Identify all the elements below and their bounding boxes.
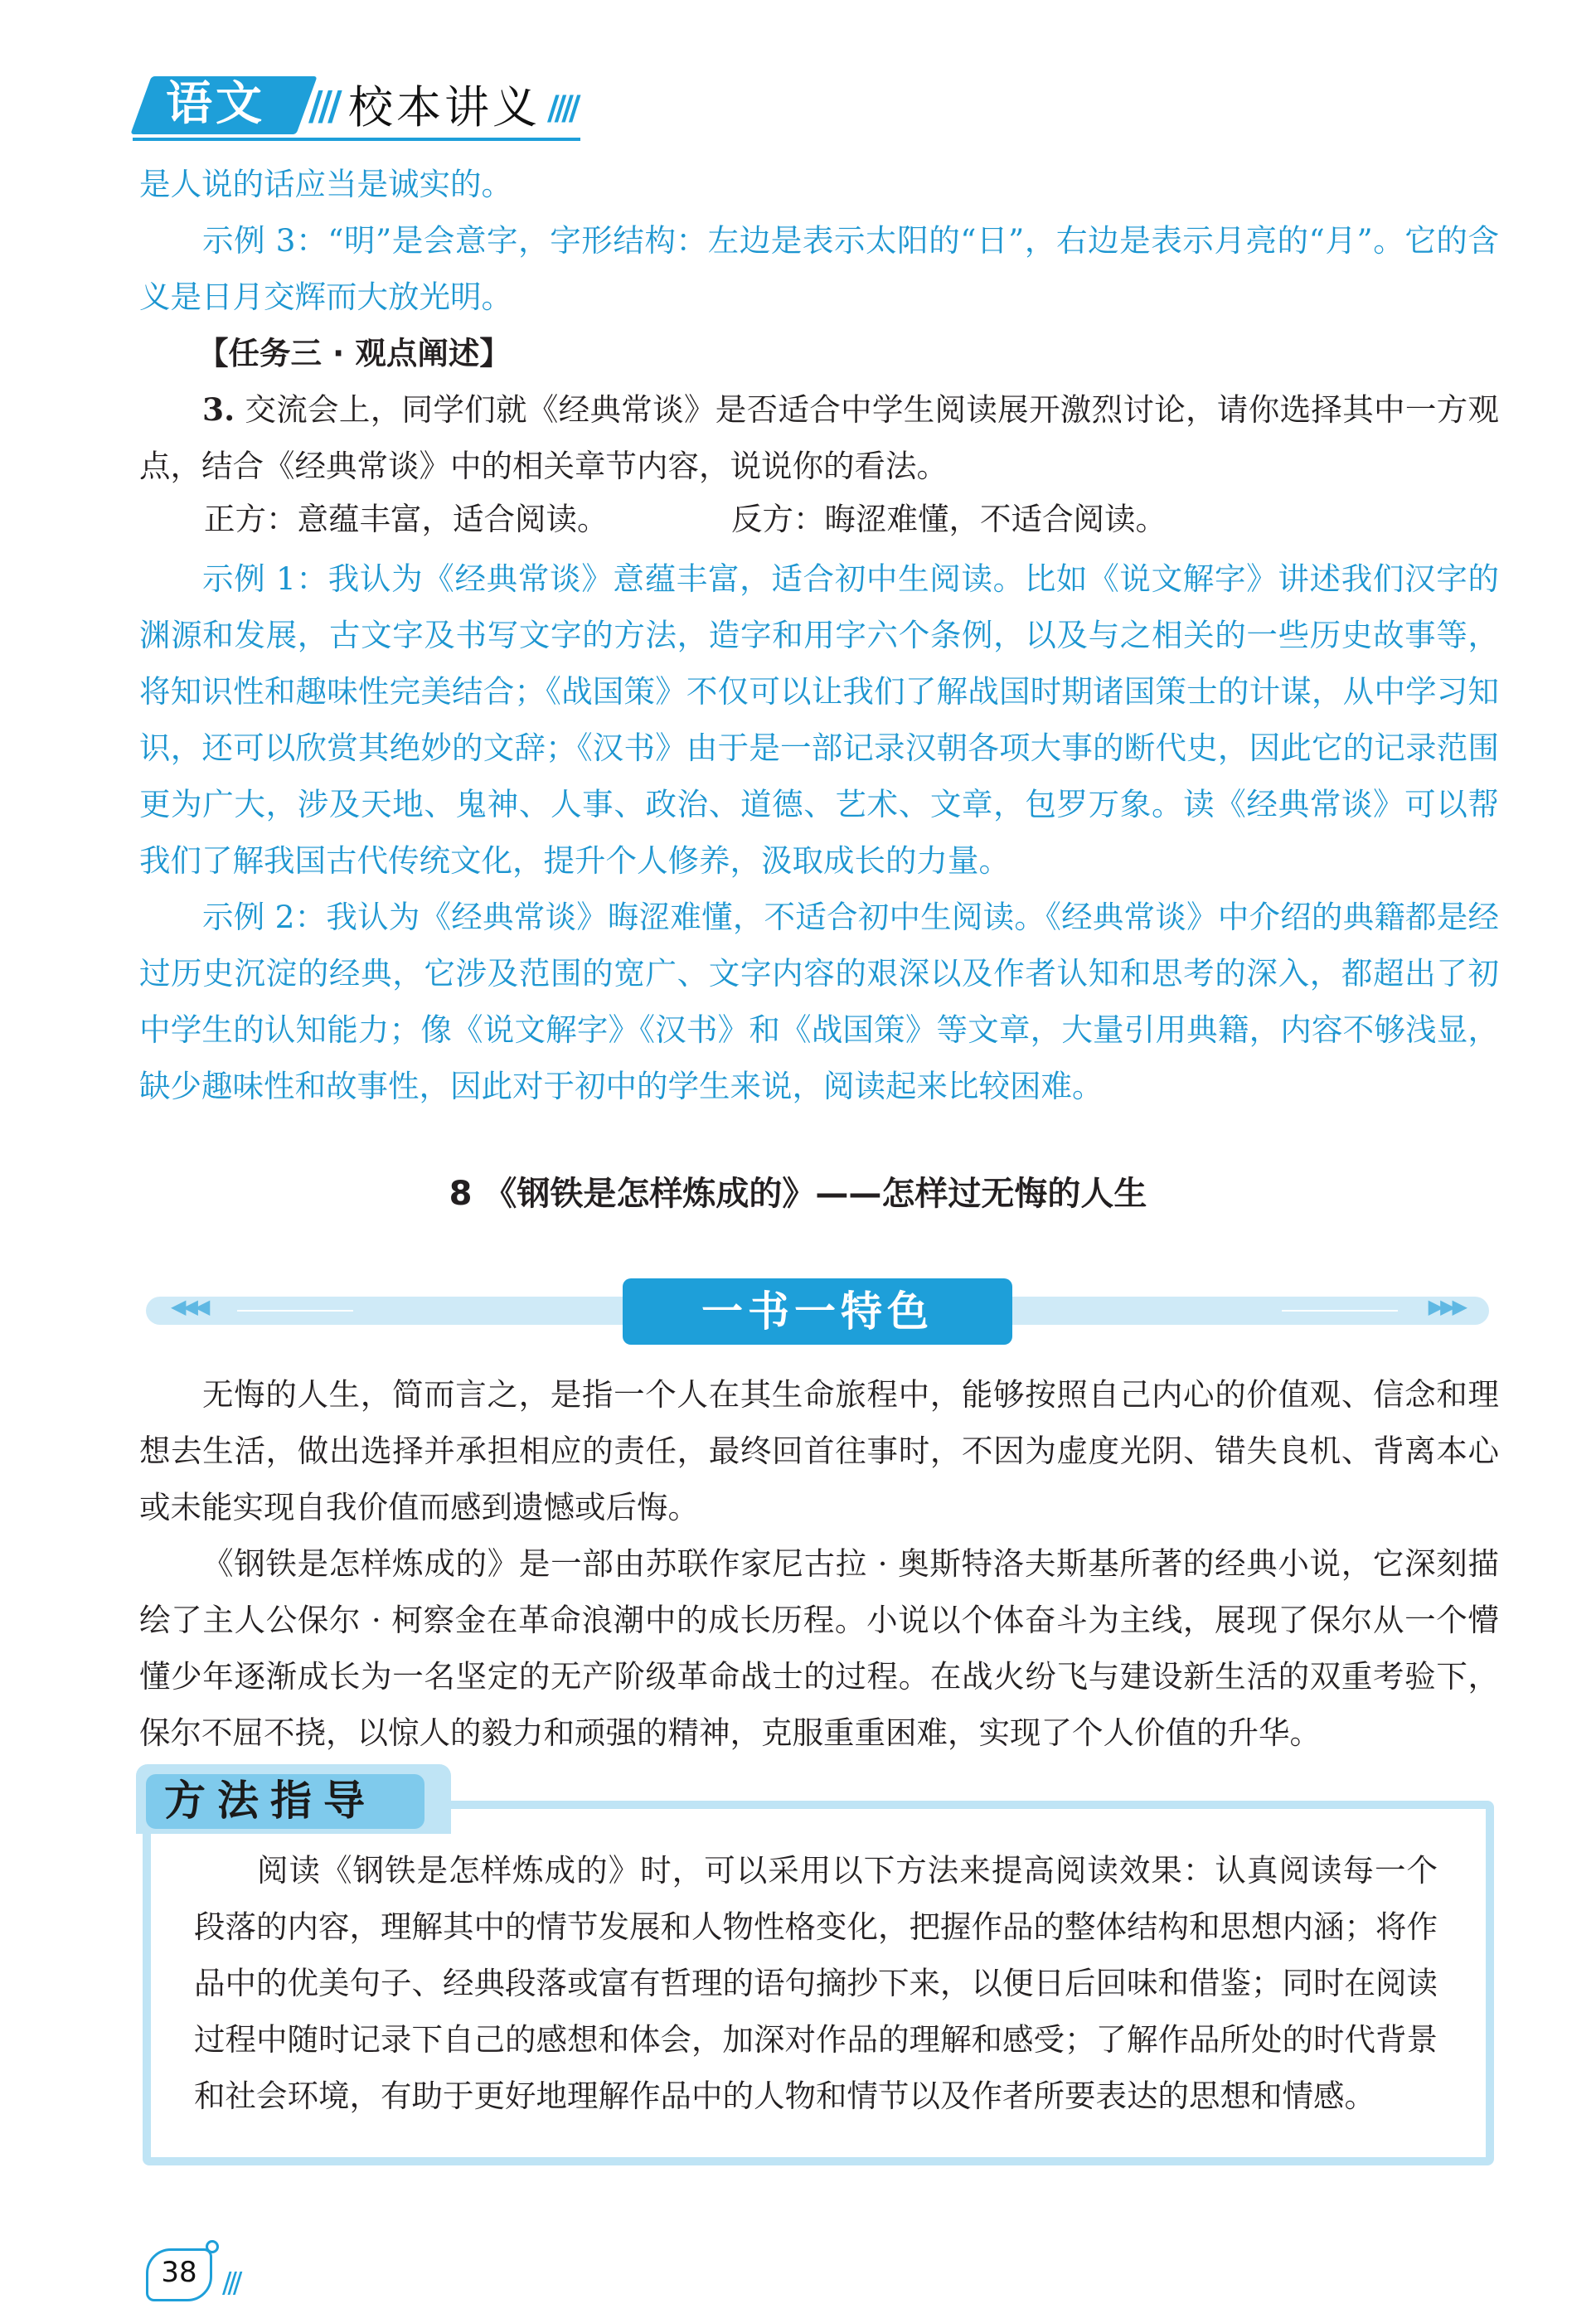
section-title: 8 《钢铁是怎样炼成的》——怎样过无悔的人生 xyxy=(449,1175,1147,1213)
intro-paragraph-2: 《钢铁是怎样炼成的》是一部由苏联作家尼古拉 · 奥斯特洛夫斯基所著的经典小说，它深刻描绘了主人公保尔 · 柯察金在革命浪潮中的成长历程。小说以个体奋斗为主线，展现了保尔从一个懵懂少年逐渐成长为一名坚定的无产阶级革命战士的过程。在战火纷飞与建设新生活的双重考验下，保尔不屈不挠，以惊人的毅力和顽强的精神，克服重重困难，实现了个人价值的升华。 xyxy=(139,1545,1499,1751)
question-number: 3. xyxy=(202,391,235,428)
banner-divider xyxy=(237,1310,353,1312)
left-arrows-icon: ◀◀◀ xyxy=(171,1295,207,1318)
method-text: 阅读《钢铁是怎样炼成的》时，可以采用以下方法来提高阅读效果：认真阅读每一个段落的内容，理解其中的情节发展和人物性格变化，把握作品的整体结构和思想内涵；将作品中的优美句子、经典段落或富有哲理的语句摘抄下来，以便日后回味和借鉴；同时在阅读过程中随时记录下自己的感想和体会，加深对作品的理解和感受；了解作品所处的时代背景和社会环境，有助于更好地理解作品中的人物和情节以及作者所要表达的思想和情感。 xyxy=(194,1852,1438,2114)
decorative-slashes-icon: //// xyxy=(547,90,576,128)
intro-paragraph-1: 无悔的人生，简而言之，是指一个人在其生命旅程中，能够按照自己内心的价值观、信念和理想去生活，做出选择并承担相应的责任，最终回首往事时，不因为虚度光阴、错失良机、背离本心或未能实现自我价值而感到遗憾或后悔。 xyxy=(139,1376,1499,1525)
continued-answer-line: 是人说的话应当是诚实的。 xyxy=(139,166,512,202)
pro-side: 正方：意蕴丰富，适合阅读。 xyxy=(204,501,609,537)
header-rule xyxy=(133,138,580,141)
example-1-answer: 示例 1：我认为《经典常谈》意蕴丰富，适合初中生阅读。比如《说文解字》讲述我们汉字的渊源和发展，古文字及书写文字的方法，造字和用字六个条例，以及与之相关的一些历史故事等，将知识性和趣味性完美结合；《战国策》不仅可以让我们了解战国时期诸国策士的计谋，从中学习知识，还可以欣赏其绝妙的文辞；《汉书》由于是一部记录汉朝各项大事的断代史，因此它的记录范围更为广大，涉及天地、鬼神、人事、政治、道德、艺术、文章，包罗万象。读《经典常谈》可以帮我们了解我国古代传统文化，提升个人修养，汲取成长的力量。 xyxy=(139,560,1499,879)
right-arrows-icon: ▶▶▶ xyxy=(1428,1295,1464,1318)
question-3 xyxy=(139,381,1499,494)
page-header xyxy=(133,71,597,146)
page-number: 38 xyxy=(161,2256,197,2289)
decorative-slashes-icon: /// xyxy=(308,83,337,129)
con-side: 反方：晦涩难懂，不适合阅读。 xyxy=(731,501,1167,537)
example-3-paragraph: 示例 3：“明”是会意字，字形结构：左边是表示太阳的“日”，右边是表示月亮的“月”。它的含义是日月交辉而大放光明。 xyxy=(139,222,1499,315)
banner-label: 一书一特色 xyxy=(701,1288,934,1336)
feature-banner xyxy=(146,1278,1489,1345)
decorative-slashes-icon: /// xyxy=(222,2267,239,2300)
task-3-heading: 【任务三 · 观点阐述】 xyxy=(197,335,511,371)
method-label: 方法指导 xyxy=(164,1777,376,1825)
subject-label: 语文 xyxy=(166,77,265,131)
example-2-answer: 示例 2：我认为《经典常谈》晦涩难懂，不适合初中生阅读。《经典常谈》中介绍的典籍都是经过历史沉淀的经典，它涉及范围的宽广、文字内容的艰深以及作者认知和思考的深入，都超出了初中学生的认知能力；像《说文解字》《汉书》和《战国策》等文章，大量引用典籍，内容不够浅显，缺少趣味性和故事性，因此对于初中的学生来说，阅读起来比较困难。 xyxy=(139,899,1499,1104)
banner-divider xyxy=(1282,1310,1398,1312)
page-number-dot-icon xyxy=(206,2240,219,2253)
question-3-text: 交流会上，同学们就《经典常谈》是否适合中学生阅读展开激烈讨论，请你选择其中一方观点，结合《经典常谈》中的相关章节内容，说说你的看法。 xyxy=(139,391,1500,484)
header-subtitle: 校本讲义 xyxy=(348,81,541,133)
page-number-badge xyxy=(138,2243,237,2301)
